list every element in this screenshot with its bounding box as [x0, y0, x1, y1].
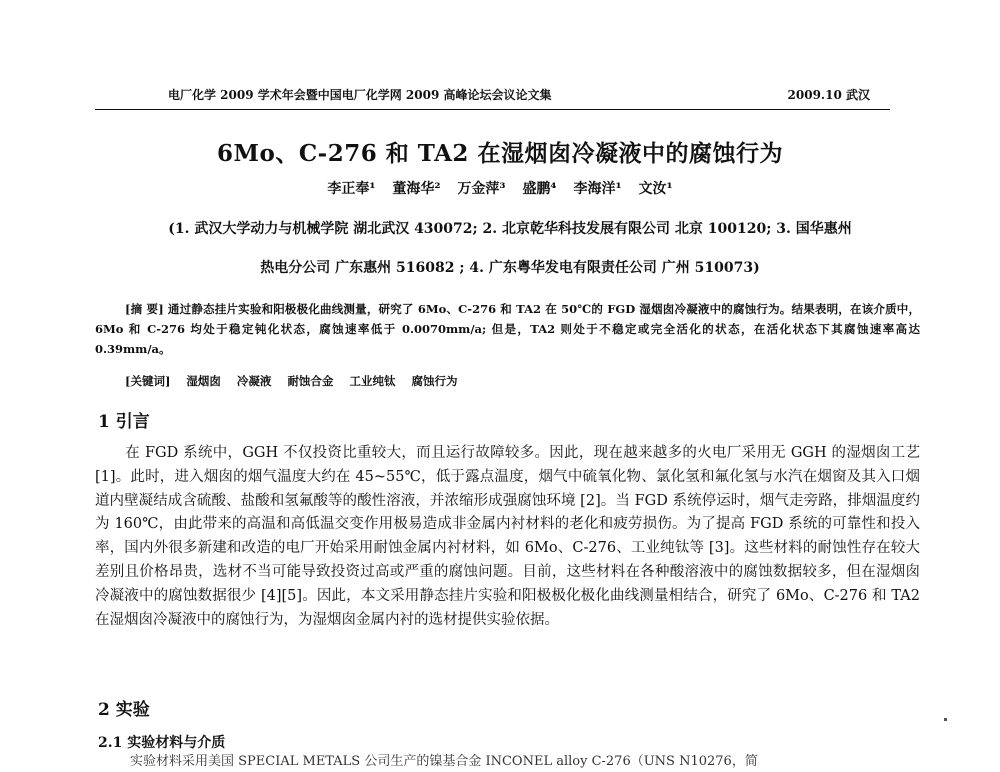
running-header	[128, 86, 876, 108]
author: 万金萍³	[457, 181, 506, 197]
section-heading-experiment: 2 实验	[98, 700, 150, 720]
keyword: 工业纯钛	[349, 374, 396, 388]
running-header-left: 电厂化学 2009 学术年会暨中国电厂化学网 2009 高峰论坛会议论文集	[168, 88, 552, 102]
subsection-heading-materials: 2.1 实验材料与介质	[98, 735, 226, 751]
affiliation-line-2: 热电分公司 广东惠州 516082 ; 4. 广东粤华发电有限责任公司 广州 510073)	[260, 260, 760, 276]
author: 李正奉¹	[327, 181, 376, 197]
keyword: 腐蚀行为	[411, 374, 458, 388]
cut-off-text-line: 实验材料采用美国 SPECIAL METALS 公司生产的镍基合金 INCONEL alloy C-276（UNS N10276，简	[130, 754, 758, 769]
abstract-label: [摘 要]	[125, 302, 164, 316]
author-list	[0, 178, 1000, 198]
introduction-text: 在 FGD 系统中，GGH 不仅投资比重较大，而且运行故障较多。因此，现在越来越多的火电厂采用无 GGH 的湿烟囱工艺 [1]。此时，进入烟囱的烟气温度大约在 45~55℃，低于露点温度，烟气中硫氧化物、氯化氢和氟化氢与水汽在烟窗及其入口烟道内壁凝结成含硫酸、盐酸和氢氟酸等的酸性溶液，并浓缩形成强腐蚀环境 [2]。当 FGD 系统停运时，烟气走旁路，排烟温度约为 160℃，由此带来的高温和高低温交变作用极易造成非金属内衬材料的老化和疲劳损伤。为了提高 FGD 系统的可靠性和投入率，国内外很多新建和改造的电厂开始采用耐蚀金属内衬材料，如 6Mo、C-276、工业纯钛等 [3]。这些材料的耐蚀性存在较大差别且价格昂贵，选材不当可能导致投资过高或严重的腐蚀问题。目前，这些材料在各种酸溶液中的腐蚀数据较多，但在湿烟囱冷凝液中的腐蚀数据很少 [4][5]。因此，本文采用静态挂片实验和阳极极化极化曲线测量相结合，研究了 6Mo、C-276 和 TA2 在湿烟囱冷凝液中的腐蚀行为，为湿烟囱金属内衬的选材提供实验依据。	[95, 445, 920, 628]
author: 文汝¹	[638, 181, 673, 197]
author: 盛鹏⁴	[522, 181, 557, 197]
abstract	[95, 299, 920, 359]
affiliation-line-1: (1. 武汉大学动力与机械学院 湖北武汉 430072; 2. 北京乾华科技发展有限公司 北京 100120; 3. 国华惠州	[168, 221, 852, 237]
running-header-right: 2009.10 武汉	[787, 88, 870, 102]
keyword: 耐蚀合金	[287, 374, 334, 388]
author: 李海洋¹	[573, 181, 622, 197]
introduction-paragraph	[95, 442, 920, 632]
header-rule	[95, 109, 890, 110]
section-heading-introduction: 1 引言	[98, 412, 150, 432]
author: 董海华²	[392, 181, 441, 197]
paper-title: 6Mo、C-276 和 TA2 在湿烟囱冷凝液中的腐蚀行为	[217, 140, 783, 167]
keywords	[125, 373, 920, 389]
keyword: 冷凝液	[236, 374, 272, 388]
keywords-label: [关键词]	[125, 374, 171, 388]
abstract-text: 通过静态挂片实验和阳极极化曲线测量，研究了 6Mo、C-276 和 TA2 在 50℃的 FGD 湿烟囱冷凝液中的腐蚀行为。结果表明，在该介质中，6Mo 和 C-276 均处于稳定钝化状态，腐蚀速率低于 0.0070mm/a; 但是，TA2 则处于不稳定或完全活化的状态，在活化状态下其腐蚀速率高达 0.39mm/a。	[95, 302, 921, 356]
margin-mark	[944, 718, 947, 721]
keyword: 湿烟囱	[186, 374, 221, 388]
